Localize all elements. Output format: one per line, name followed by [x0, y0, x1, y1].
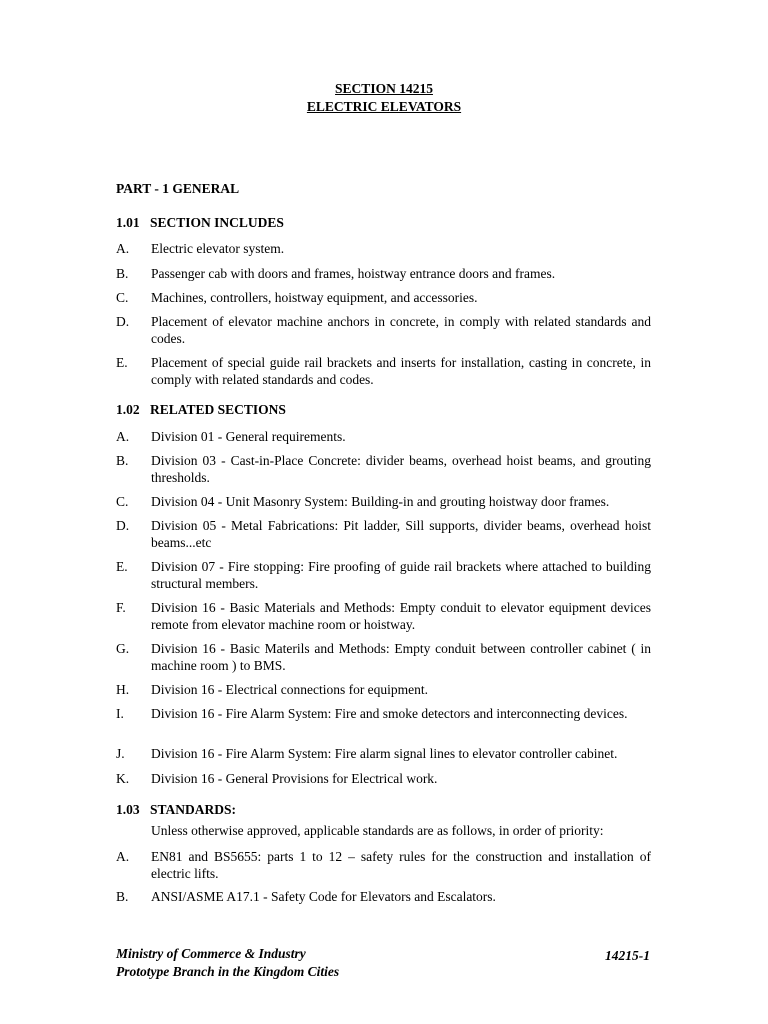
item-letter: E. [116, 559, 128, 574]
list-item [116, 559, 651, 592]
item-letter: C. [116, 290, 129, 305]
item-text: Division 07 - Fire stopping: Fire proofing of guide rail brackets where attached to building structural members. [151, 559, 651, 591]
item-letter: C. [116, 494, 129, 509]
item-letter: A. [116, 429, 130, 444]
item-text: Machines, controllers, hoistway equipment, and accessories. [151, 290, 478, 305]
section-title: ELECTRIC ELEVATORS [306, 99, 462, 114]
list-item [116, 518, 651, 551]
item-text: Division 16 - Electrical connections for equipment. [151, 682, 429, 697]
list-item [116, 290, 651, 307]
list-item [116, 706, 651, 723]
item-letter: I. [116, 706, 124, 721]
page-number: 14215-1 [605, 948, 650, 963]
list-item [116, 600, 651, 633]
list-item [116, 771, 651, 788]
item-text: Passenger cab with doors and frames, hoistway entrance doors and frames. [151, 266, 556, 281]
item-text: Division 16 - Basic Materils and Methods: Empty conduit between controller cabinet ( in machine room ) to BMS. [151, 641, 651, 673]
list-item [116, 453, 651, 486]
item-letter: D. [116, 314, 130, 329]
heading-standards [116, 802, 236, 819]
item-letter: K. [116, 771, 130, 786]
list-item [116, 746, 651, 763]
item-text: Division 16 - Fire Alarm System: Fire and smoke detectors and interconnecting devices. [151, 706, 628, 721]
footer-ministry: Ministry of Commerce & Industry [116, 946, 306, 961]
heading-section-includes [116, 215, 284, 232]
item-text: Placement of special guide rail brackets and inserts for installation, casting in concrete, in comply with related standards and codes. [151, 355, 651, 387]
item-letter: F. [116, 600, 126, 615]
list-item [116, 641, 651, 674]
footer-branch: Prototype Branch in the Kingdom Cities [116, 964, 340, 979]
standards-intro: Unless otherwise approved, applicable standards are as follows, in order of priority: [151, 823, 604, 838]
item-letter: H. [116, 682, 130, 697]
item-text: Division 03 - Cast-in-Place Concrete: divider beams, overhead hoist beams, and grouting thresholds. [151, 453, 651, 485]
item-letter: B. [116, 266, 129, 281]
list-item [116, 494, 651, 511]
list-item [116, 241, 651, 258]
heading-number: 1.03 [116, 802, 140, 817]
item-text: Division 16 - Fire Alarm System: Fire alarm signal lines to elevator controller cabinet. [151, 746, 618, 761]
item-text: Division 04 - Unit Masonry System: Building-in and grouting hoistway door frames. [151, 494, 610, 509]
item-letter: A. [116, 849, 130, 864]
part-heading: PART - 1 GENERAL [116, 181, 240, 196]
item-text: ANSI/ASME A17.1 - Safety Code for Elevators and Escalators. [151, 889, 496, 904]
list-item [116, 355, 651, 388]
item-text: EN81 and BS5655: parts 1 to 12 – safety rules for the construction and installation of electric lifts. [151, 849, 651, 881]
item-text: Placement of elevator machine anchors in concrete, in comply with related standards and codes. [151, 314, 651, 346]
item-text: Division 16 - Basic Materials and Methods: Empty conduit to elevator equipment devices remote from elevator machine room or hoistway. [151, 600, 651, 632]
list-item [116, 429, 651, 446]
heading-related-sections [116, 402, 286, 419]
heading-title: SECTION INCLUDES [150, 215, 284, 230]
section-number: SECTION 14215 [335, 81, 433, 96]
list-item [116, 849, 651, 882]
heading-title: STANDARDS: [150, 802, 237, 817]
list-item [116, 266, 651, 283]
heading-number: 1.01 [116, 215, 140, 230]
list-item [116, 314, 651, 347]
item-letter: J. [116, 746, 125, 761]
list-item [116, 682, 651, 699]
item-letter: A. [116, 241, 130, 256]
item-letter: E. [116, 355, 128, 370]
heading-title: RELATED SECTIONS [150, 402, 286, 417]
heading-number: 1.02 [116, 402, 140, 417]
item-letter: B. [116, 453, 129, 468]
item-letter: D. [116, 518, 130, 533]
item-text: Division 01 - General requirements. [151, 429, 346, 444]
item-text: Electric elevator system. [151, 241, 285, 256]
item-text: Division 05 - Metal Fabrications: Pit ladder, Sill supports, divider beams, overhead hoist beams...etc [151, 518, 651, 550]
list-item [116, 889, 651, 906]
item-letter: B. [116, 889, 129, 904]
item-letter: G. [116, 641, 130, 656]
item-text: Division 16 - General Provisions for Electrical work. [151, 771, 438, 786]
